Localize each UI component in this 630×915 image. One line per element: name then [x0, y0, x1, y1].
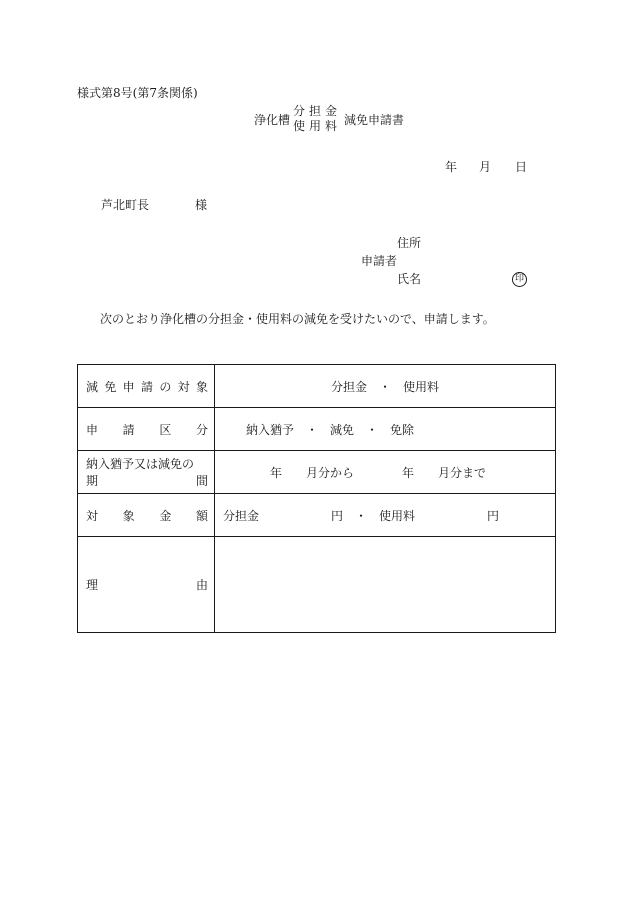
- seal-icon: 印: [512, 272, 527, 287]
- date-day: 日: [515, 160, 528, 174]
- table-row: [78, 365, 556, 408]
- table-row: [78, 408, 556, 451]
- date-year: 年: [445, 160, 458, 174]
- category-value[interactable]: 納入猶予 ・ 減免 ・ 免除: [215, 408, 556, 451]
- form-number: 様式第8号(第7条関係): [77, 86, 198, 100]
- row-label-amount: 対 象 金 額: [78, 494, 215, 537]
- date-month: 月: [479, 160, 492, 174]
- application-table: [77, 364, 556, 633]
- applicant-label: 申請者: [361, 254, 398, 268]
- title-prefix: 浄化槽: [254, 112, 291, 127]
- amount-value[interactable]: 分担金 円 ・ 使用料 円: [215, 494, 556, 537]
- document-title: [254, 104, 404, 134]
- table-row: [78, 494, 556, 537]
- target-value[interactable]: 分担金 ・ 使用料: [215, 365, 556, 408]
- title-stack-bottom: 使用料: [293, 119, 342, 133]
- addressee-honorific: 様: [195, 198, 208, 212]
- name-label: 氏名: [397, 272, 422, 286]
- row-label-reason: 理 由: [78, 537, 215, 633]
- addressee-name: 芦北町長: [101, 198, 150, 212]
- intro-text: 次のとおり浄化槽の分担金・使用料の減免を受けたいので、申請します。: [100, 312, 495, 326]
- period-value[interactable]: 年 月分から 年 月分まで: [215, 451, 556, 494]
- reason-value[interactable]: [215, 537, 556, 633]
- address-label: 住所: [397, 236, 422, 250]
- table-row: [78, 537, 556, 633]
- row-label-category: 申 請 区 分: [78, 408, 215, 451]
- title-stack-top: 分担金: [293, 104, 342, 118]
- row-label-target: 減 免 申 請 の 対 象: [78, 365, 215, 408]
- table-row: [78, 451, 556, 494]
- row-label-period: 納入猶予又は減免の 期 間: [78, 451, 215, 494]
- title-stack: [293, 104, 341, 134]
- title-suffix: 減免申請書: [344, 112, 405, 127]
